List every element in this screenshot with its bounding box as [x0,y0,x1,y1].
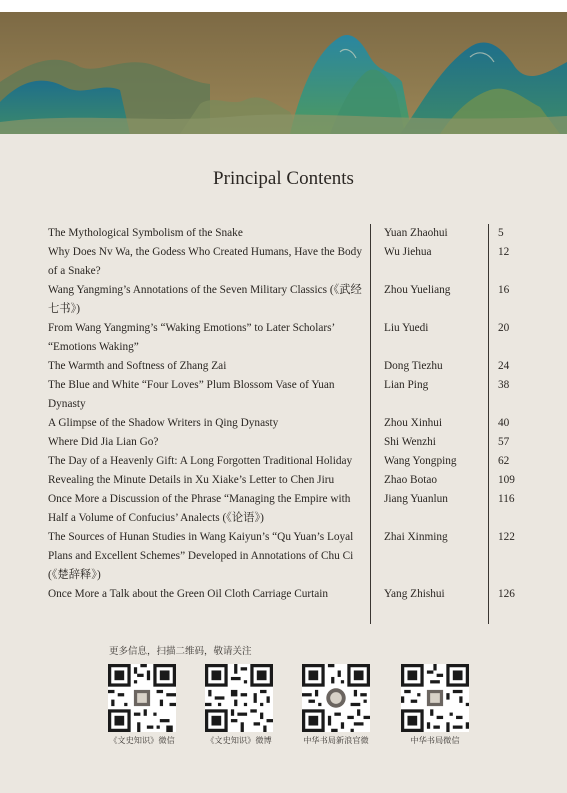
page-title: Principal Contents [213,168,354,189]
toc-page: 38 [498,379,510,391]
toc-title: Revealing the Minute Details in Xu Xiake’s Letter to Chen Jiru [48,474,335,486]
qr-block-sina-zhonghua [291,664,381,746]
qr-block-wechat-magazine [97,664,187,746]
qr-code-icon[interactable] [302,664,370,732]
toc-row[interactable] [48,224,538,243]
qr-caption: 《文史知识》微信 [109,735,175,745]
toc-page: 24 [498,360,510,372]
qr-code-icon[interactable] [108,664,176,732]
qr-code-icon[interactable] [205,664,273,732]
toc-page: 40 [498,417,510,429]
toc-title: The Blue and White “Four Loves” Plum Blossom Vase of Yuan Dynasty [48,379,335,410]
toc-author: Dong Tiezhu [384,360,443,372]
toc-author: Jiang Yuanlun [384,493,448,505]
toc-row[interactable] [48,281,538,319]
toc-row[interactable] [48,471,538,490]
qr-code-icon[interactable] [401,664,469,732]
toc-row[interactable] [48,585,538,604]
toc-page: 109 [498,474,515,486]
toc-page: 116 [498,493,515,505]
toc-row[interactable] [48,433,538,452]
toc-author: Zhou Yueliang [384,284,451,296]
toc-author: Yuan Zhaohui [384,227,448,239]
toc-title: The Warmth and Softness of Zhang Zai [48,360,227,372]
toc-title: A Glimpse of the Shadow Writers in Qing Dynasty [48,417,279,429]
qr-caption: 中华书局新浪官微 [303,735,369,745]
toc-author: Liu Yuedi [384,322,429,334]
toc-author: Lian Ping [384,379,429,391]
qr-caption: 《文史知识》微博 [206,735,272,745]
toc-title: Wang Yangming’s Annotations of the Seven Military Classics (《武经七书》) [48,284,362,315]
toc-page: 5 [498,227,504,239]
toc-author: Wang Yongping [384,455,457,467]
toc-title: The Sources of Hunan Studies in Wang Kaiyun’s “Qu Yuan’s Loyal Plans and Excellent Schemes” Developed in Annotations of Chu Ci (《楚辞释》) [48,531,354,581]
toc-author: Yang Zhishui [384,588,445,600]
toc-row[interactable] [48,414,538,433]
qr-caption: 中华书局微信 [410,735,460,745]
toc-page: 57 [498,436,510,448]
toc-page: 122 [498,531,515,543]
toc-row[interactable] [48,528,538,585]
toc-row[interactable] [48,243,538,281]
toc-row[interactable] [48,357,538,376]
toc-page: 126 [498,588,515,600]
toc-page: 20 [498,322,510,334]
toc-author: Zhao Botao [384,474,438,486]
toc-row[interactable] [48,319,538,357]
toc-author: Shi Wenzhi [384,436,436,448]
toc-row[interactable] [48,490,538,528]
toc-page: 12 [498,246,510,258]
toc-row[interactable] [48,376,538,414]
qr-block-weibo-magazine [194,664,284,746]
toc-title: The Day of a Heavenly Gift: A Long Forgotten Traditional Holiday [48,455,353,467]
toc-page: 62 [498,455,510,467]
top-margin [0,0,567,12]
toc-title: Once More a Discussion of the Phrase “Managing the Empire with Half a Volume of Confucius’ Analects (《论语》) [48,493,351,524]
toc-author: Zhai Xinming [384,531,448,543]
toc-author: Wu Jiehua [384,246,432,258]
qr-prompt-text: 更多信息，扫描二维码，敬请关注 [109,646,252,657]
toc-title: Once More a Talk about the Green Oil Cloth Carriage Curtain [48,588,329,600]
toc-page: 16 [498,284,510,296]
toc-title: From Wang Yangming’s “Waking Emotions” to Later Scholars’ “Emotions Waking” [48,322,335,353]
qr-block-wechat-zhonghua [390,664,480,746]
landscape-painting-banner [0,12,567,134]
toc-title: Why Does Nv Wa, the Godess Who Created Humans, Have the Body of a Snake? [48,246,362,277]
toc-author: Zhou Xinhui [384,417,443,429]
contents-table [48,224,538,604]
toc-title: The Mythological Symbolism of the Snake [48,227,243,239]
toc-title: Where Did Jia Lian Go? [48,436,159,448]
toc-row[interactable] [48,452,538,471]
